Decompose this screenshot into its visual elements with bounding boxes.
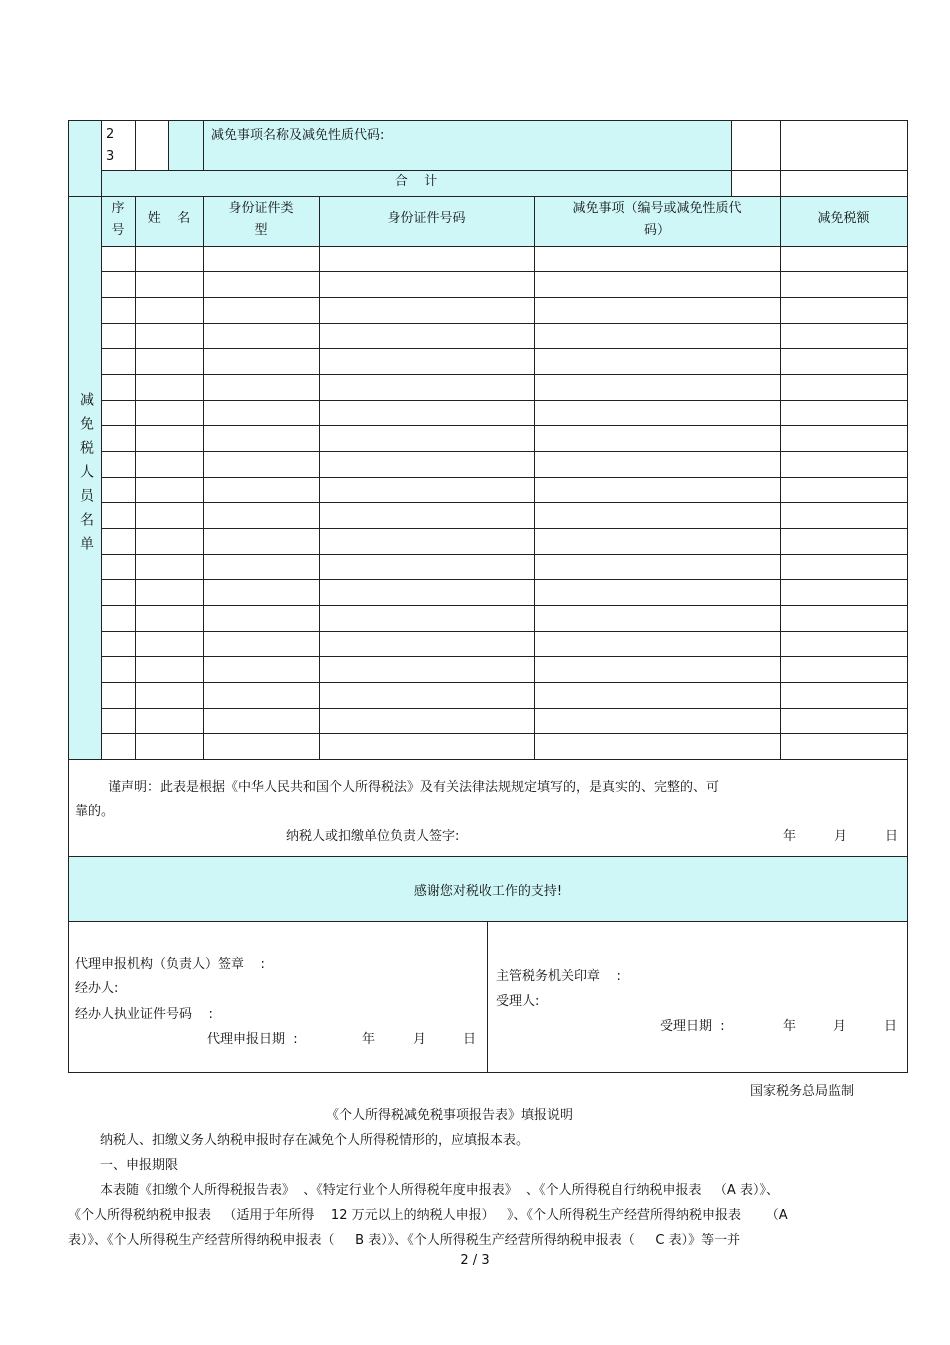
row-line [101, 374, 908, 375]
v-487-bottom [487, 921, 488, 1073]
instructions-title: 《个人所得税减免税事项报告表》填报说明 [326, 1108, 574, 1123]
tax-office-day: 日 [884, 1019, 898, 1034]
declaration-line-1: 谨声明：此表是根据《中华人民共和国个人所得税法》及有关法律法规规定填写的，是真实的、完整的、可 [108, 780, 720, 795]
page-number: 2 / 3 [460, 1253, 490, 1268]
row-line [101, 528, 908, 529]
agent-month: 月 [413, 1032, 427, 1047]
h-170 [101, 170, 908, 171]
row-line [101, 502, 908, 503]
header-seq: 序 号 [111, 201, 125, 238]
tax-office-year: 年 [783, 1019, 797, 1034]
agent-date-label: 代理申报日期 : [207, 1032, 298, 1047]
h-921 [68, 921, 908, 922]
header-exemption-amount: 减免税额 [817, 211, 870, 226]
frame-bottom [68, 1072, 908, 1073]
row-line [101, 451, 908, 452]
tax-office-month: 月 [833, 1019, 847, 1034]
agent-day: 日 [463, 1032, 477, 1047]
instructions-p2-line1: 本表随《扣缴个人所得税报告表》 、《特定行业个人所得税年度申报表》 、《个人所得税自行纳税申报表 （A 表）》、 [100, 1183, 779, 1198]
header-name: 姓 名 [147, 211, 191, 226]
v-168-top [168, 120, 169, 170]
row-line [101, 631, 908, 632]
tax-office-receiver-label: 受理人: [496, 994, 540, 1009]
tax-office-date-label: 受理日期 : [660, 1019, 725, 1034]
h-759 [68, 759, 908, 760]
h-196 [68, 196, 908, 197]
v-203-top [203, 120, 204, 170]
top-cell-fill-1 [168, 120, 203, 170]
row-line [101, 733, 908, 734]
instructions-h1: 一、申报期限 [100, 1158, 179, 1173]
row-line [101, 682, 908, 683]
decl-month: 月 [834, 829, 848, 844]
row-line [101, 708, 908, 709]
exemption-people-list-label: 减免税人员名单 [78, 392, 94, 560]
agent-license-label: 经办人执业证件号码 : [75, 1007, 213, 1022]
header-id-type: 身份证件类 型 [228, 201, 294, 238]
agent-year: 年 [362, 1032, 376, 1047]
row-line [101, 400, 908, 401]
row-line [101, 297, 908, 298]
thanks-message: 感谢您对税收工作的支持! [413, 884, 563, 899]
agent-seal-label: 代理申报机构（负责人）签章 : [75, 957, 265, 972]
v-780-top [780, 120, 781, 196]
row-line [101, 348, 908, 349]
row-line [101, 323, 908, 324]
frame-right [907, 120, 908, 1073]
header-exemption-item: 减免事项（编号或减免性质代 码） [572, 201, 742, 238]
supervisor-note: 国家税务总局监制 [750, 1084, 855, 1099]
decl-year: 年 [783, 829, 797, 844]
row-numbers: 2 3 [106, 127, 115, 164]
agent-handler-label: 经办人: [75, 981, 119, 996]
decl-day: 日 [885, 829, 899, 844]
left-band-top [68, 120, 101, 196]
instructions-p1: 纳税人、扣缴义务人纳税申报时存在减免个人所得税情形的，应填报本表。 [100, 1133, 530, 1148]
declaration-line-2: 靠的。 [75, 804, 115, 819]
row-line [101, 425, 908, 426]
row-line [101, 477, 908, 478]
row-line [101, 656, 908, 657]
frame-top [68, 120, 908, 121]
h-856 [68, 856, 908, 857]
instructions-p2-line3: 表）》、《个人所得税生产经营所得纳税申报表（ B 表）》、《个人所得税生产经营所得纳税申报表（ C 表）》等一并 [68, 1233, 741, 1248]
row-line [101, 605, 908, 606]
instructions-p2-line2: 《个人所得税纳税申报表 （适用于年所得 12 万元以上的纳税人申报） 》、《个人所得税生产经营所得纳税申报表 （A [68, 1208, 788, 1223]
item-name-code-label: 减免事项名称及减免性质代码: [211, 128, 385, 143]
v-135-top [135, 120, 136, 170]
row-line [101, 554, 908, 555]
row-line [101, 579, 908, 580]
signature-label: 纳税人或扣缴单位负责人签字: [286, 829, 460, 844]
frame-left [68, 120, 69, 1073]
h-246 [101, 246, 908, 247]
total-label: 合 计 [394, 174, 438, 189]
header-id-number: 身份证件号码 [387, 211, 466, 226]
tax-office-seal-label: 主管税务机关印章 : [496, 969, 621, 984]
v-731-top [731, 120, 732, 196]
row-line [101, 271, 908, 272]
